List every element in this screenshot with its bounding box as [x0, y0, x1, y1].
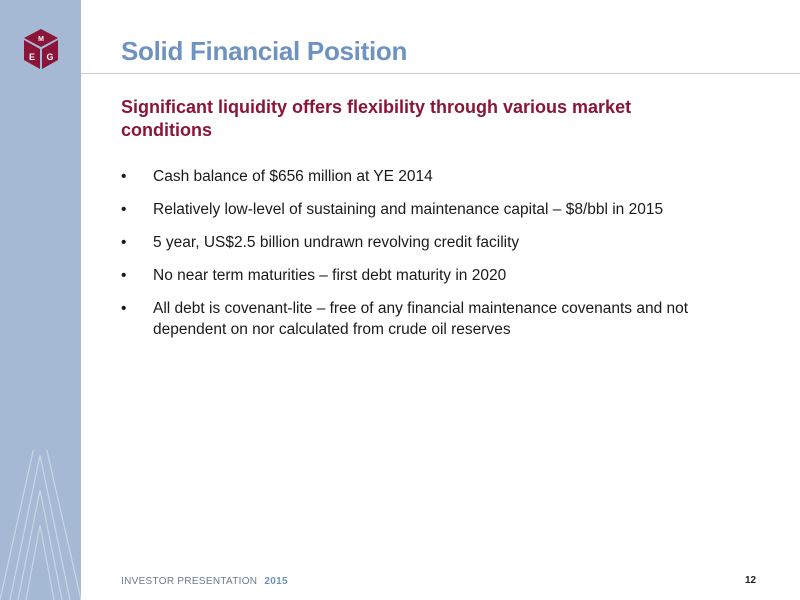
bullet-marker: •: [121, 201, 127, 218]
bullet-text: Cash balance of $656 million at YE 2014: [153, 168, 433, 185]
slide-subtitle: Significant liquidity offers flexibility through various market conditions: [121, 97, 632, 140]
bullet-item: [121, 232, 761, 253]
bullet-item: [121, 166, 761, 187]
title-divider: [81, 73, 800, 74]
bullet-item: [121, 265, 761, 286]
page-number: 12: [745, 575, 757, 586]
bullet-marker: •: [121, 300, 127, 317]
bullet-list: [121, 166, 761, 352]
bullet-marker: •: [121, 168, 127, 185]
footer-year: 2015: [264, 576, 288, 587]
footer-presentation-label: INVESTOR PRESENTATION: [121, 576, 258, 587]
bullet-text: 5 year, US$2.5 billion undrawn revolving credit facility: [153, 234, 520, 251]
bullet-text: Relatively low-level of sustaining and maintenance capital – $8/bbl in 2015: [153, 201, 664, 218]
sidebar-panel: [0, 0, 81, 600]
footer-label: [121, 576, 288, 587]
company-logo: [22, 27, 60, 71]
svg-text:E: E: [28, 52, 36, 62]
bullet-marker: •: [121, 267, 127, 284]
bullet-marker: •: [121, 234, 127, 251]
chevron-decoration: [0, 450, 81, 600]
bullet-item: [121, 298, 761, 340]
bullet-text: No near term maturities – first debt maturity in 2020: [153, 267, 507, 284]
bullet-item: [121, 199, 761, 220]
svg-text:G: G: [46, 52, 54, 62]
svg-text:M: M: [38, 36, 44, 43]
bullet-text: All debt is covenant-lite – free of any financial maintenance covenants and not dependent on nor calculated from crude oil reserves: [153, 300, 689, 338]
slide-title: Solid Financial Position: [121, 36, 408, 66]
